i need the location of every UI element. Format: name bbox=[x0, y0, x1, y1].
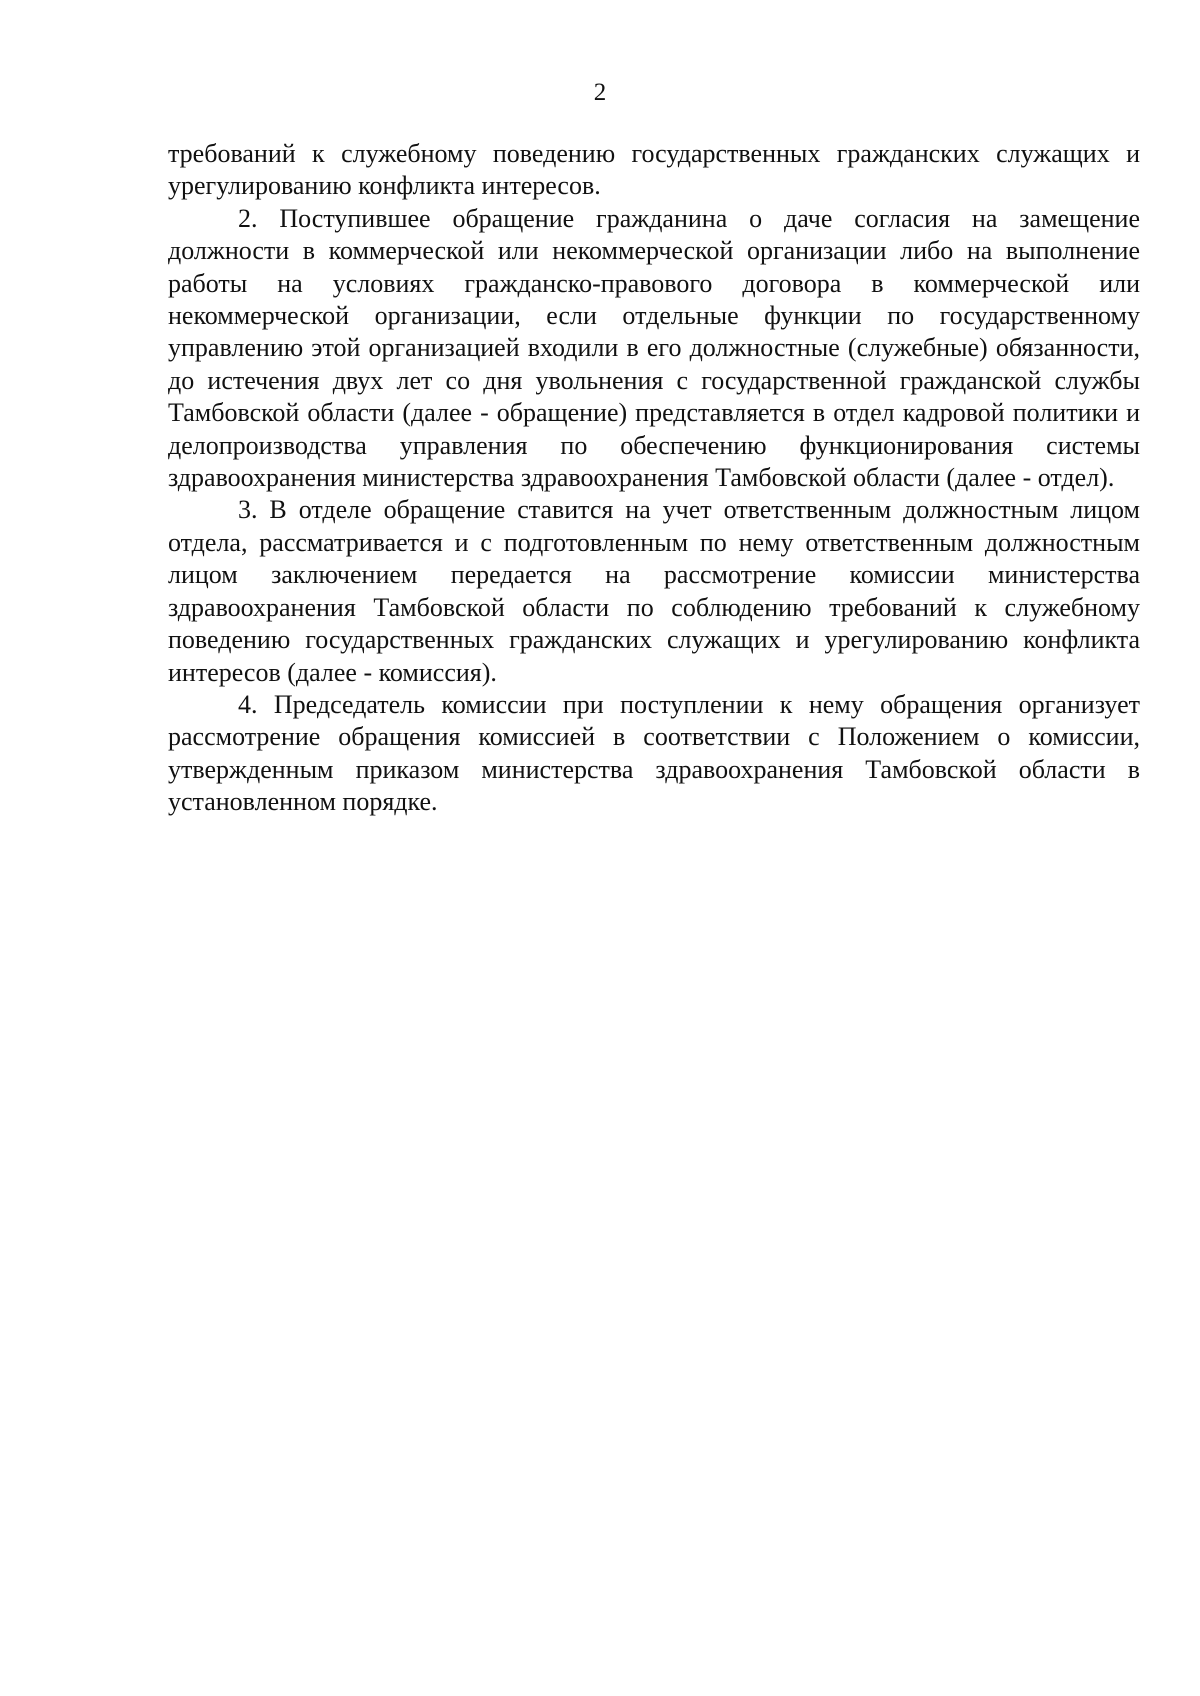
page-number: 2 bbox=[593, 79, 607, 106]
document-body bbox=[168, 138, 1140, 819]
paragraph-item-3: 3. В отделе обращение ставится на учет ответственным должностным лицом отдела, рассматривается и с подготовленным по нему ответственным должностным лицом заключением передается на рассмотрение комиссии министерства здравоохранения Тамбовской области по соблюдению требований к служебному поведению государственных гражданских служащих и урегулированию конфликта интересов (далее - комиссия). bbox=[168, 495, 1140, 687]
paragraph-continuation: требований к служебному поведению государственных гражданских служащих и урегулированию конфликта интересов. bbox=[168, 139, 1140, 201]
paragraph-item-4: 4. Председатель комиссии при поступлении к нему обращения организует рассмотрение обращения комиссией в соответствии с Положением о комиссии, утвержденным приказом министерства здравоохранения Тамбовской области в установленном порядке. bbox=[168, 689, 1140, 817]
paragraph-item-2: 2. Поступившее обращение гражданина о даче согласия на замещение должности в коммерческой или некоммерческой организации либо на выполнение работы на условиях гражданско-правового договора в коммерческой или некоммерческой организации, если отдельные функции по государственному управлению этой организацией входили в его должностные (служебные) обязанности, до истечения двух лет со дня увольнения с государственной гражданской службы Тамбовской области (далее - обращение) представляется в отдел кадровой политики и делопроизводства управления по обеспечению функционирования системы здравоохранения министерства здравоохранения Тамбовской области (далее - отдел). bbox=[168, 203, 1140, 493]
